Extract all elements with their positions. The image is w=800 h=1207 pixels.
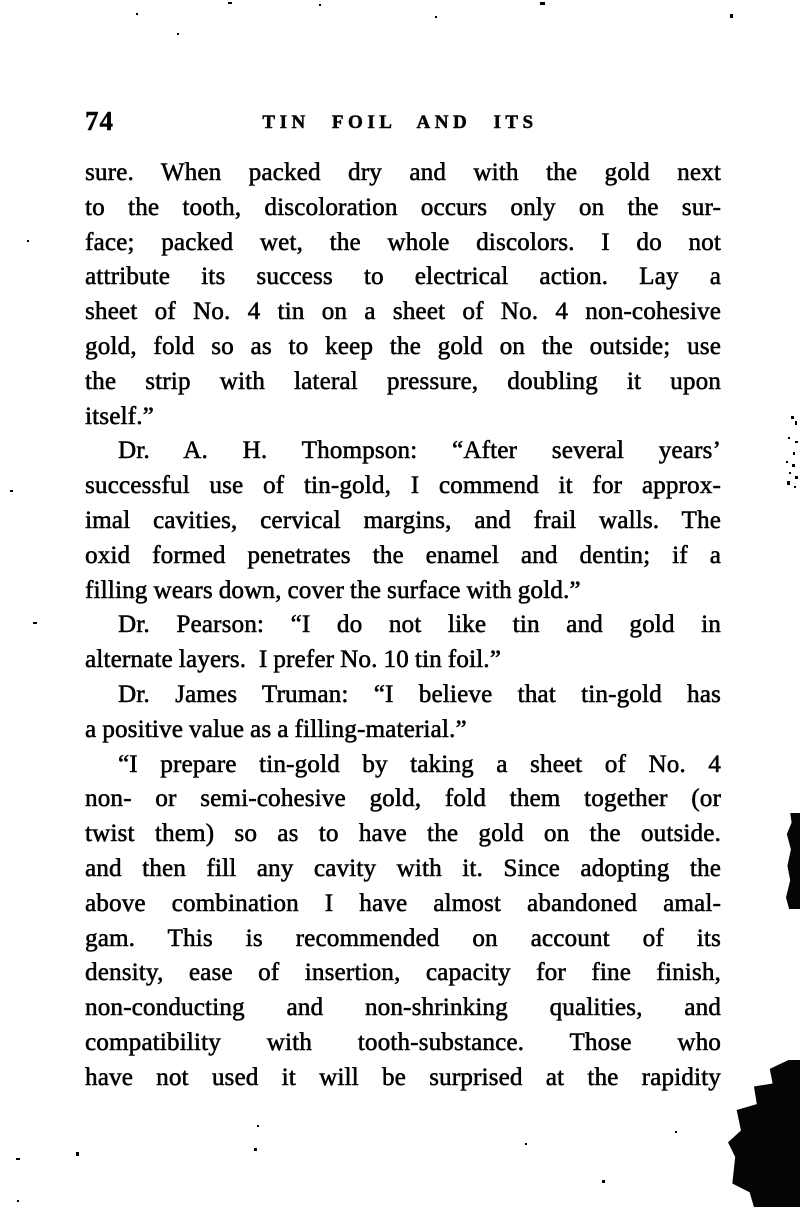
scan-speck (319, 4, 321, 6)
scan-speck (788, 437, 790, 439)
scan-speck (16, 1158, 20, 1160)
scan-speck (525, 1143, 527, 1145)
scan-speck (33, 622, 37, 624)
text-line: Dr. A. H. Thompson: “After several years’ (118, 437, 721, 465)
ink-blot-bottom-right (728, 1060, 800, 1207)
scan-speck (795, 476, 798, 479)
text-line: face; packed wet, the whole discolors. I do not (85, 228, 721, 256)
page-number: 74 (85, 106, 114, 136)
text-line: to the tooth, discoloration occurs only on the sur- (85, 193, 721, 221)
scan-speck (136, 13, 138, 15)
text-line: “I prepare tin-gold by taking a sheet of No. 4 (118, 750, 721, 778)
scan-speck (228, 2, 232, 4)
text-line: sheet of No. 4 tin on a sheet of No. 4 non-cohesive (85, 298, 721, 326)
running-header: TIN FOIL AND ITS (262, 112, 538, 133)
scan-speck (791, 416, 794, 419)
scan-speck (794, 486, 796, 488)
scan-speck (17, 1200, 19, 1202)
scan-speck (435, 16, 437, 18)
scan-speck (254, 1148, 257, 1151)
text-line: and then fill any cavity with it. Since adopting the (85, 854, 721, 882)
scan-speck (10, 490, 13, 492)
scan-speck (27, 240, 29, 242)
text-line: attribute its success to electrical action. Lay a (85, 263, 721, 291)
text-line: Dr. James Truman: “I believe that tin-gold has (118, 680, 721, 708)
scan-speck (730, 14, 733, 18)
scan-speck (602, 1180, 605, 1183)
text-line: imal cavities, cervical margins, and frail walls. The (85, 506, 721, 534)
text-line: above combination I have almost abandoned amal- (85, 889, 721, 917)
text-line: itself.” (85, 402, 154, 430)
scan-speck (76, 1152, 79, 1156)
text-line: a positive value as a filling-material.” (85, 715, 467, 743)
body-text (85, 156, 721, 1096)
scan-speck (787, 481, 790, 485)
text-line: twist them) so as to have the gold on the outside. (85, 820, 721, 848)
text-line: sure. When packed dry and with the gold next (85, 159, 721, 186)
scan-speck (792, 464, 795, 467)
scan-speck (793, 452, 795, 455)
text-line: density, ease of insertion, capacity for fine finish, (85, 959, 721, 987)
text-line: have not used it will be surprised at the rapidity (85, 1063, 721, 1091)
text-line: Dr. Pearson: “I do not like tin and gold in (118, 611, 721, 639)
text-line: oxid formed penetrates the enamel and dentin; if a (85, 541, 721, 569)
text-line: alternate layers. I prefer No. 10 tin foil.” (85, 646, 502, 674)
text-line: successful use of tin-gold, I commend it for approx- (85, 472, 721, 500)
scan-speck (795, 441, 798, 443)
scan-speck (786, 461, 788, 463)
scan-speck (675, 1131, 677, 1133)
scan-speck (540, 2, 545, 5)
text-line: non- or semi-cohesive gold, fold them together (or (85, 785, 721, 813)
scan-speck (789, 472, 791, 474)
text-line: non-conducting and non-shrinking qualities, and (85, 994, 721, 1022)
scan-speck (795, 421, 797, 425)
text-line: gold, fold so as to keep the gold on the outside; use (85, 332, 721, 360)
ink-blot-right-edge (786, 813, 800, 909)
scan-speck (257, 1125, 259, 1127)
text-line: compatibility with tooth-substance. Those who (85, 1028, 721, 1056)
text-line: gam. This is recommended on account of its (85, 924, 721, 952)
text-line: the strip with lateral pressure, doubling it upon (85, 367, 721, 395)
text-line: filling wears down, cover the surface with gold.” (85, 576, 581, 604)
scan-speck (177, 33, 179, 35)
